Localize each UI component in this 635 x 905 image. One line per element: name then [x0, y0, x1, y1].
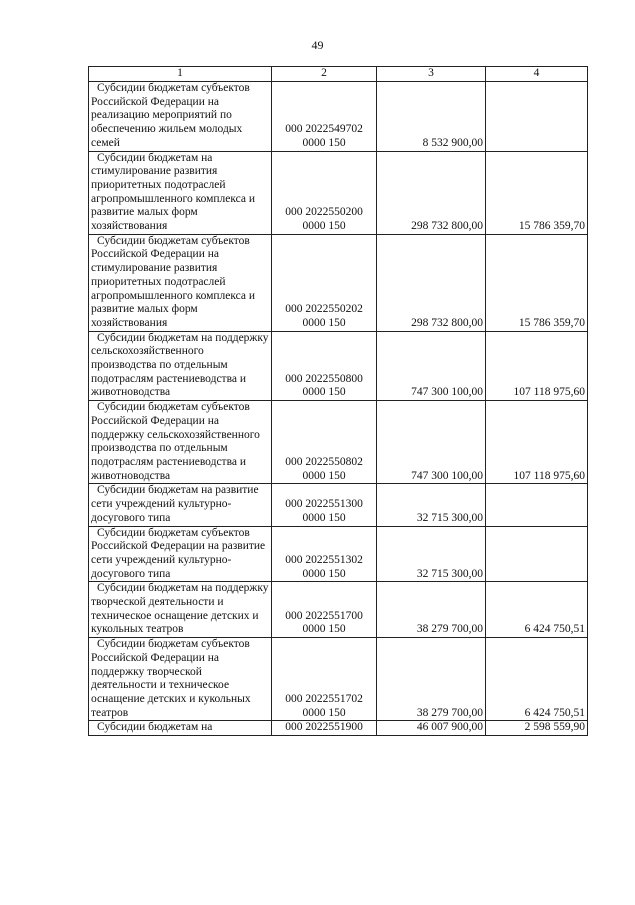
table-row	[89, 582, 588, 638]
row-code	[272, 82, 377, 152]
row-name: Субсидии бюджетам субъектов Российской Федерации на поддержку творческой деятельности и техническое оснащение детских и кукольных театров	[89, 638, 272, 721]
table-row	[89, 721, 588, 736]
row-code-line2: 0000 150	[302, 469, 346, 482]
row-amount2	[486, 82, 588, 152]
row-code	[272, 721, 377, 736]
table-row	[89, 234, 588, 331]
row-amount2: 15 786 359,70	[486, 151, 588, 234]
table-row	[89, 484, 588, 526]
row-code-line2: 0000 150	[302, 567, 346, 580]
row-amount: 46 007 900,00	[377, 721, 486, 736]
row-name: Субсидии бюджетам на поддержку творческой деятельности и техническое оснащение детских и кукольных театров	[89, 582, 272, 638]
table-row	[89, 82, 588, 152]
row-amount: 32 715 300,00	[377, 526, 486, 582]
budget-table	[88, 66, 588, 736]
column-header: 1	[89, 67, 272, 82]
column-header: 3	[377, 67, 486, 82]
row-amount: 32 715 300,00	[377, 484, 486, 526]
row-code	[272, 582, 377, 638]
row-amount: 747 300 100,00	[377, 401, 486, 484]
row-code-line1: 000 2022550202	[285, 303, 363, 316]
row-amount: 747 300 100,00	[377, 331, 486, 401]
row-code	[272, 234, 377, 331]
row-code-line1: 000 2022551700	[285, 609, 363, 622]
table-row	[89, 401, 588, 484]
row-name: Субсидии бюджетам на поддержку сельскохозяйственного производства по отдельным подотраслям растениеводства и животноводства	[89, 331, 272, 401]
row-amount: 298 732 800,00	[377, 234, 486, 331]
row-amount2: 2 598 559,90	[486, 721, 588, 736]
row-code-line1: 000 2022551702	[285, 692, 363, 705]
row-code-line2: 0000 150	[302, 220, 346, 233]
row-name: Субсидии бюджетам на	[89, 721, 272, 736]
row-amount: 8 532 900,00	[377, 82, 486, 152]
row-name: Субсидии бюджетам субъектов Российской Федерации на поддержку сельскохозяйственного производства по отдельным подотраслям растениеводства и животноводства	[89, 401, 272, 484]
row-name: Субсидии бюджетам на стимулирование развития приоритетных подотраслей агропромышленного комплекса и развитие малых форм хозяйствования	[89, 151, 272, 234]
row-code-line1: 000 2022549702	[285, 123, 363, 136]
row-code	[272, 401, 377, 484]
header-row	[89, 67, 588, 82]
row-code-line1: 000 2022551300	[285, 498, 363, 511]
row-name: Субсидии бюджетам на развитие сети учреждений культурно-досугового типа	[89, 484, 272, 526]
row-code-line1: 000 2022550200	[285, 206, 363, 219]
table-row	[89, 526, 588, 582]
row-amount: 38 279 700,00	[377, 582, 486, 638]
row-amount2: 6 424 750,51	[486, 638, 588, 721]
row-code-line1: 000 2022551900	[285, 721, 363, 734]
row-code-line1: 000 2022550800	[285, 372, 363, 385]
column-header: 2	[272, 67, 377, 82]
table-row	[89, 151, 588, 234]
row-amount2: 107 118 975,60	[486, 401, 588, 484]
row-code-line1: 000 2022551302	[285, 553, 363, 566]
row-amount2: 6 424 750,51	[486, 582, 588, 638]
row-amount2: 15 786 359,70	[486, 234, 588, 331]
page-number: 49	[311, 38, 324, 52]
row-code	[272, 484, 377, 526]
column-header: 4	[486, 67, 588, 82]
row-code-line2: 0000 150	[302, 136, 346, 149]
row-code-line2: 0000 150	[302, 511, 346, 524]
row-code-line2: 0000 150	[302, 706, 346, 719]
row-code	[272, 638, 377, 721]
table-row	[89, 331, 588, 401]
row-code	[272, 526, 377, 582]
row-amount2	[486, 526, 588, 582]
row-code	[272, 331, 377, 401]
row-amount: 38 279 700,00	[377, 638, 486, 721]
row-amount2: 107 118 975,60	[486, 331, 588, 401]
table-row	[89, 638, 588, 721]
row-code-line2: 0000 150	[302, 386, 346, 399]
row-code-line1: 000 2022550802	[285, 455, 363, 468]
row-code-line2: 0000 150	[302, 316, 346, 329]
row-name: Субсидии бюджетам субъектов Российской Федерации на стимулирование развития приоритетных подотраслей агропромышленного комплекса и развитие малых форм хозяйствования	[89, 234, 272, 331]
row-amount2	[486, 484, 588, 526]
row-name: Субсидии бюджетам субъектов Российской Федерации на реализацию мероприятий по обеспечению жильем молодых семей	[89, 82, 272, 152]
row-code-line2: 0000 150	[302, 623, 346, 636]
row-code	[272, 151, 377, 234]
row-name: Субсидии бюджетам субъектов Российской Федерации на развитие сети учреждений культурно-досугового типа	[89, 526, 272, 582]
row-amount: 298 732 800,00	[377, 151, 486, 234]
